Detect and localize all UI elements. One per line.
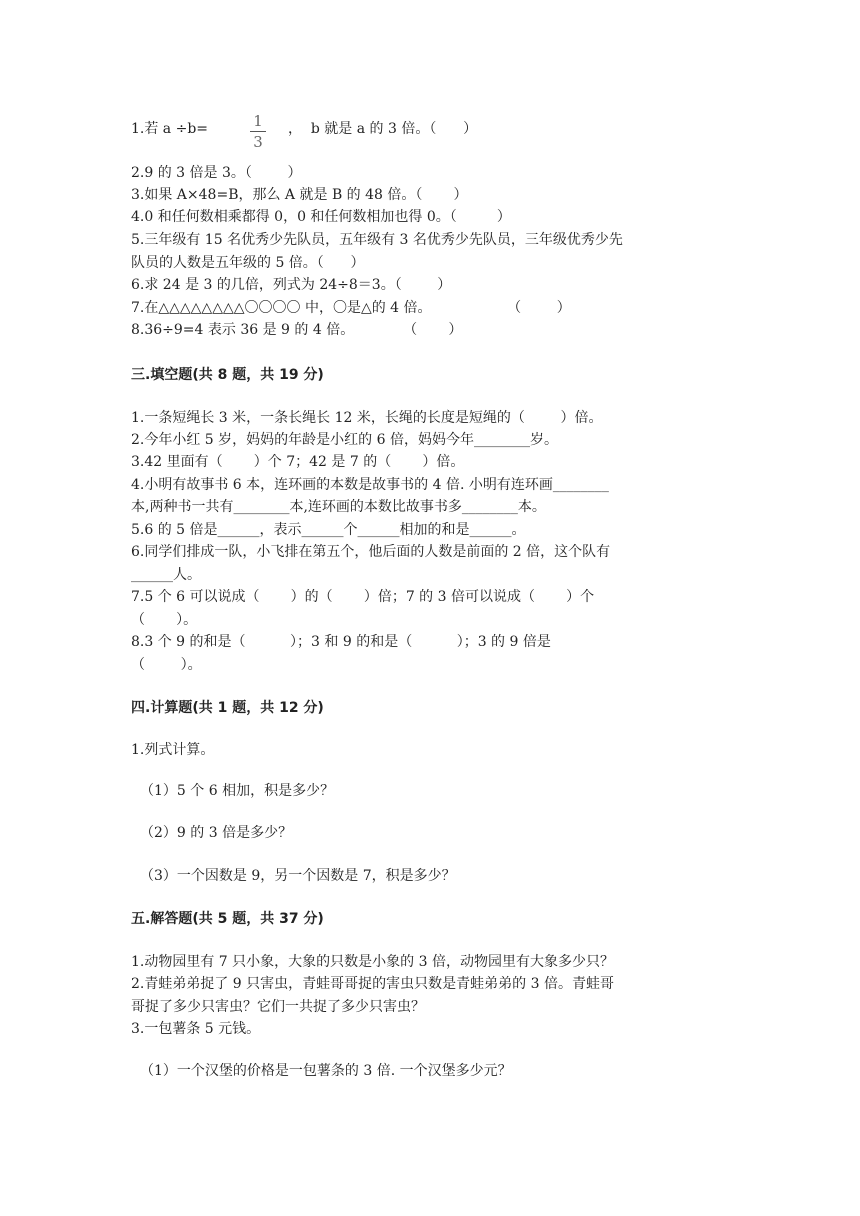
calc-sub-2: （2）9 的 3 倍是多少？ — [140, 825, 293, 841]
solve-sub-1: （1）一个汉堡的价格是一包薯条的 3 倍. 一个汉堡多少元？ — [140, 1063, 512, 1079]
fill-line-7: 6.同学们排成一队，小飞排在第五个，他后面的人数是前面的 2 倍，这个队有 — [131, 544, 611, 560]
fill-line-11: 8.3 个 9 的和是（ ）；3 和 9 的和是（ ）；3 的 9 倍是 — [131, 634, 551, 650]
fill-line-8: ______人。 — [131, 567, 201, 583]
judge-question-5-line1: 5.三年级有 15 名优秀少先队员，五年级有 3 名优秀少先队员，三年级优秀少先 — [131, 232, 623, 248]
solve-question-2-line2: 哥捉了多少只害虫？它们一共捉了多少只害虫？ — [131, 999, 425, 1015]
calc-sub-3: （3）一个因数是 9，另一个因数是 7，积是多少？ — [140, 868, 456, 884]
fill-line-12: （ ）。 — [131, 657, 202, 673]
fraction-denominator: 3 — [253, 133, 263, 151]
solve-question-1: 1.动物园里有 7 只小象，大象的只数是小象的 3 倍，动物园里有大象多少只？ — [131, 954, 614, 970]
section-title-fill-blank: 三.填空题(共 8 题，共 19 分) — [131, 367, 324, 383]
section-title-calculation: 四.计算题(共 1 题，共 12 分) — [131, 700, 324, 716]
fraction-bar — [250, 131, 266, 132]
fill-line-4: 4.小明有故事书 6 本，连环画的本数是故事书的 4 倍. 小明有连环画________ — [131, 477, 609, 493]
question-text: 1.若 a ÷b= — [131, 121, 209, 137]
fill-line-6: 5.6 的 5 倍是______，表示______个______相加的和是______。 — [131, 522, 526, 538]
judge-question-6: 6.求 24 是 3 的几倍，列式为 24÷8＝3。（ ） — [131, 277, 452, 293]
judge-question-8: 8.36÷9=4 表示 36 是 9 的 4 倍。 （ ） — [131, 322, 463, 338]
section-title-solution: 五.解答题(共 5 题，共 37 分) — [131, 911, 324, 927]
fill-line-9: 7.5 个 6 可以说成（ ）的（ ）倍；7 的 3 倍可以说成（ ）个 — [131, 589, 595, 605]
solve-question-2-line1: 2.青蛙弟弟捉了 9 只害虫，青蛙哥哥捉的害虫只数是青蛙弟弟的 3 倍。青蛙哥 — [131, 976, 614, 992]
judge-question-1 — [131, 118, 208, 140]
fill-line-10: （ ）。 — [131, 612, 198, 628]
fill-line-2: 2.今年小红 5 岁，妈妈的年龄是小红的 6 倍，妈妈今年________岁。 — [131, 432, 558, 448]
calc-question-1: 1.列式计算。 — [131, 742, 215, 758]
fraction-one-third — [248, 112, 268, 151]
calc-sub-1: （1）5 个 6 相加，积是多少？ — [140, 783, 335, 799]
judge-question-3: 3.如果 A×48=B，那么 A 就是 B 的 48 倍。（ ） — [131, 187, 468, 203]
judge-question-1-rest: ， b 就是 a 的 3 倍。（ ） — [288, 121, 478, 137]
fraction-numerator: 1 — [253, 112, 263, 130]
judge-question-4: 4.0 和任何数相乘都得 0，0 和任何数相加也得 0。（ ） — [131, 209, 511, 225]
judge-question-5-line2: 队员的人数是五年级的 5 倍。（ ） — [131, 255, 365, 271]
judge-question-7: 7.在△△△△△△△△〇〇〇〇 中，〇是△的 4 倍。 （ ） — [131, 300, 571, 316]
fill-line-1: 1.一条短绳长 3 米，一条长绳长 12 米，长绳的长度是短绳的（ ）倍。 — [131, 410, 603, 426]
judge-question-2: 2.9 的 3 倍是 3。（ ） — [131, 165, 302, 181]
fill-line-5: 本,两种书一共有________本,连环画的本数比故事书多________本。 — [131, 499, 546, 515]
solve-question-3: 3.一包薯条 5 元钱。 — [131, 1021, 261, 1037]
fill-line-3: 3.42 里面有（ ）个 7；42 是 7 的（ ）倍。 — [131, 454, 465, 470]
